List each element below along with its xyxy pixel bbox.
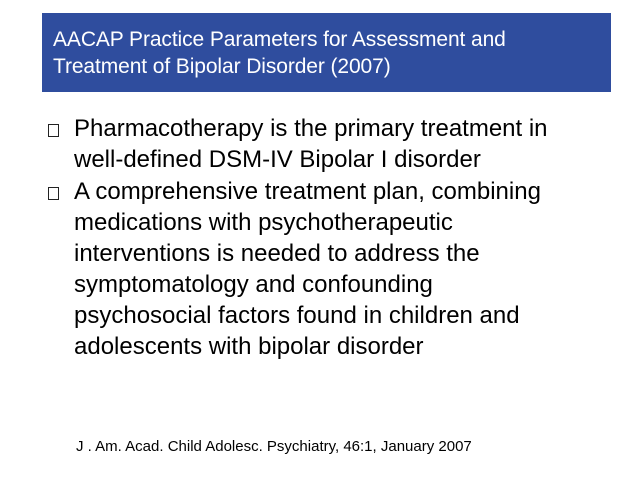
bullet-text-line: A comprehensive treatment plan, combining [74,178,541,205]
bullet-list [44,113,604,363]
bullet-text-line: interventions is needed to address the [74,240,480,267]
bullet-item-pharmacotherapy [44,113,604,175]
bullet-text-line: well-defined DSM-IV Bipolar I disorder [74,146,481,173]
bullet-text-line: psychosocial factors found in children and [74,302,520,329]
slide-title-line-1: AACAP Practice Parameters for Assessment and [53,28,506,51]
bullet-text-line: medications with psychotherapeutic [74,209,453,236]
bullet-text-line: adolescents with bipolar disorder [74,333,424,360]
slide-title-line-2: Treatment of Bipolar Disorder (2007) [53,55,391,78]
bullet-text-line: symptomatology and confounding [74,271,433,298]
bullet-item-treatment-plan [44,176,604,362]
slide-title-banner [42,13,611,92]
square-bullet-icon [48,187,59,200]
square-bullet-icon [48,124,59,137]
citation: J . Am. Acad. Child Adolesc. Psychiatry, 46:1, January 2007 [76,438,472,455]
bullet-text-line: Pharmacotherapy is the primary treatment in [74,115,548,142]
